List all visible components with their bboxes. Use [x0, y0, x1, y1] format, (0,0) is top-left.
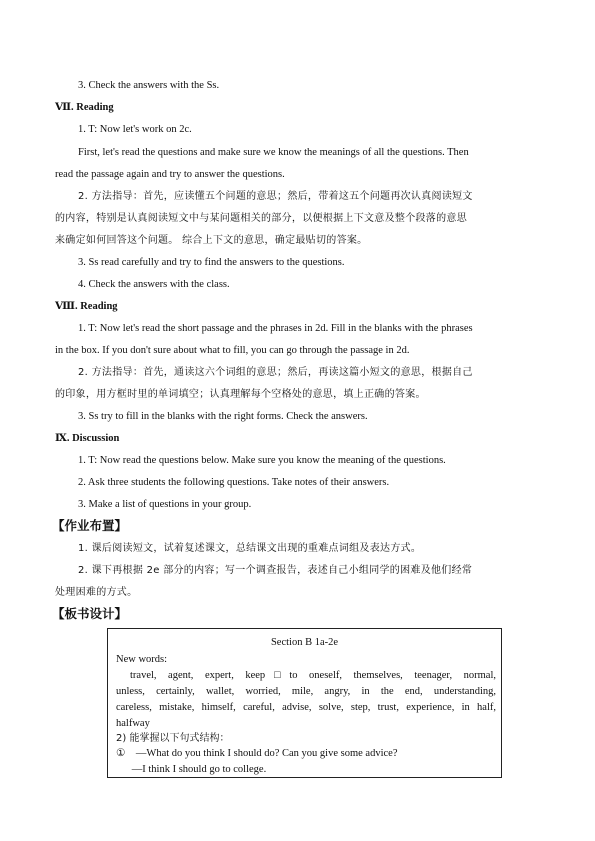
- step-text: in the box. If you don't sure about what to fill, you can go through the passage in 2d.: [55, 345, 410, 356]
- homework-item: 1. 课后阅读短文，试着复述课文，总结课文出现的重难点词组及表达方式。: [78, 543, 422, 554]
- step-text: First, let's read the questions and make sure we know the meanings of all the questions. Then: [78, 147, 469, 158]
- board-title: Section B 1a-2e: [270, 637, 339, 648]
- step-text: 3. Ss read carefully and try to find the answers to the questions.: [78, 257, 345, 268]
- word-list-line: travel, agent, expert, keep□to oneself, themselves, teenager, normal,: [130, 670, 496, 681]
- word-list-line: halfway: [116, 718, 150, 729]
- method-guide-text: 2. 方法指导：首先，通读这六个词组的意思；然后，再读这篇小短文的意思，根据自己: [78, 367, 473, 378]
- step-text: 3. Make a list of questions in your group.: [78, 499, 252, 510]
- step-text: 1. T: Now read the questions below. Make sure you know the meaning of the questions.: [78, 455, 446, 466]
- homework-item: 2. 课下再根据 2e 部分的内容；写一个调查报告，表述自己小组同学的困难及他们经常: [78, 565, 473, 576]
- step-text: read the passage again and try to answer the questions.: [55, 169, 285, 180]
- board-design-box: [107, 628, 502, 778]
- step-text: 1. T: Now let's read the short passage and the phrases in 2d. Fill in the blanks with the phrases: [78, 323, 473, 334]
- step-text: 4. Check the answers with the class.: [78, 279, 230, 290]
- new-words-label: New words:: [116, 654, 168, 665]
- step-text: 1. T: Now let's work on 2c.: [78, 124, 192, 135]
- method-guide-text: 的内容，特别是认真阅读短文中与某问题相关的部分，以便根据上下文意及整个段落的意思: [55, 213, 467, 224]
- step-text: 2. Ask three students the following questions. Take notes of their answers.: [78, 477, 390, 488]
- word-list-line: careless, mistake, himself, careful, advise, solve, step, trust, experience, in half,: [116, 702, 496, 713]
- method-guide-text: 的印象，用方框时里的单词填空；认真理解每个空格处的意思，填上正确的答案。: [55, 389, 426, 400]
- board-design-heading: 【板书设计】: [52, 606, 128, 621]
- word-list-line: unless, certainly, wallet, worried, mile, angry, in the end, understanding,: [116, 686, 496, 697]
- homework-heading: 【作业布置】: [52, 518, 128, 533]
- structure-line: —I think I should go to college.: [116, 764, 267, 775]
- method-guide-text: 来确定如何回答这个问题。 综合上下文的意思，确定最贴切的答案。: [55, 235, 368, 246]
- section-heading-discussion: Ⅸ. Discussion: [55, 433, 120, 444]
- step-text: 3. Ss try to fill in the blanks with the right forms. Check the answers.: [78, 411, 368, 422]
- structure-line: ① —What do you think I should do? Can you give some advice?: [116, 748, 398, 759]
- homework-item: 处理困难的方式。: [55, 587, 138, 598]
- structures-label: 2) 能掌握以下句式结构：: [116, 733, 230, 744]
- step-check-answers-ss: 3. Check the answers with the Ss.: [78, 80, 220, 91]
- section-heading-reading-8: Ⅷ. Reading: [55, 301, 118, 312]
- method-guide-text: 2. 方法指导：首先，应读懂五个问题的意思；然后，带着这五个问题再次认真阅读短文: [78, 191, 473, 202]
- section-heading-reading-7: Ⅶ. Reading: [55, 102, 114, 113]
